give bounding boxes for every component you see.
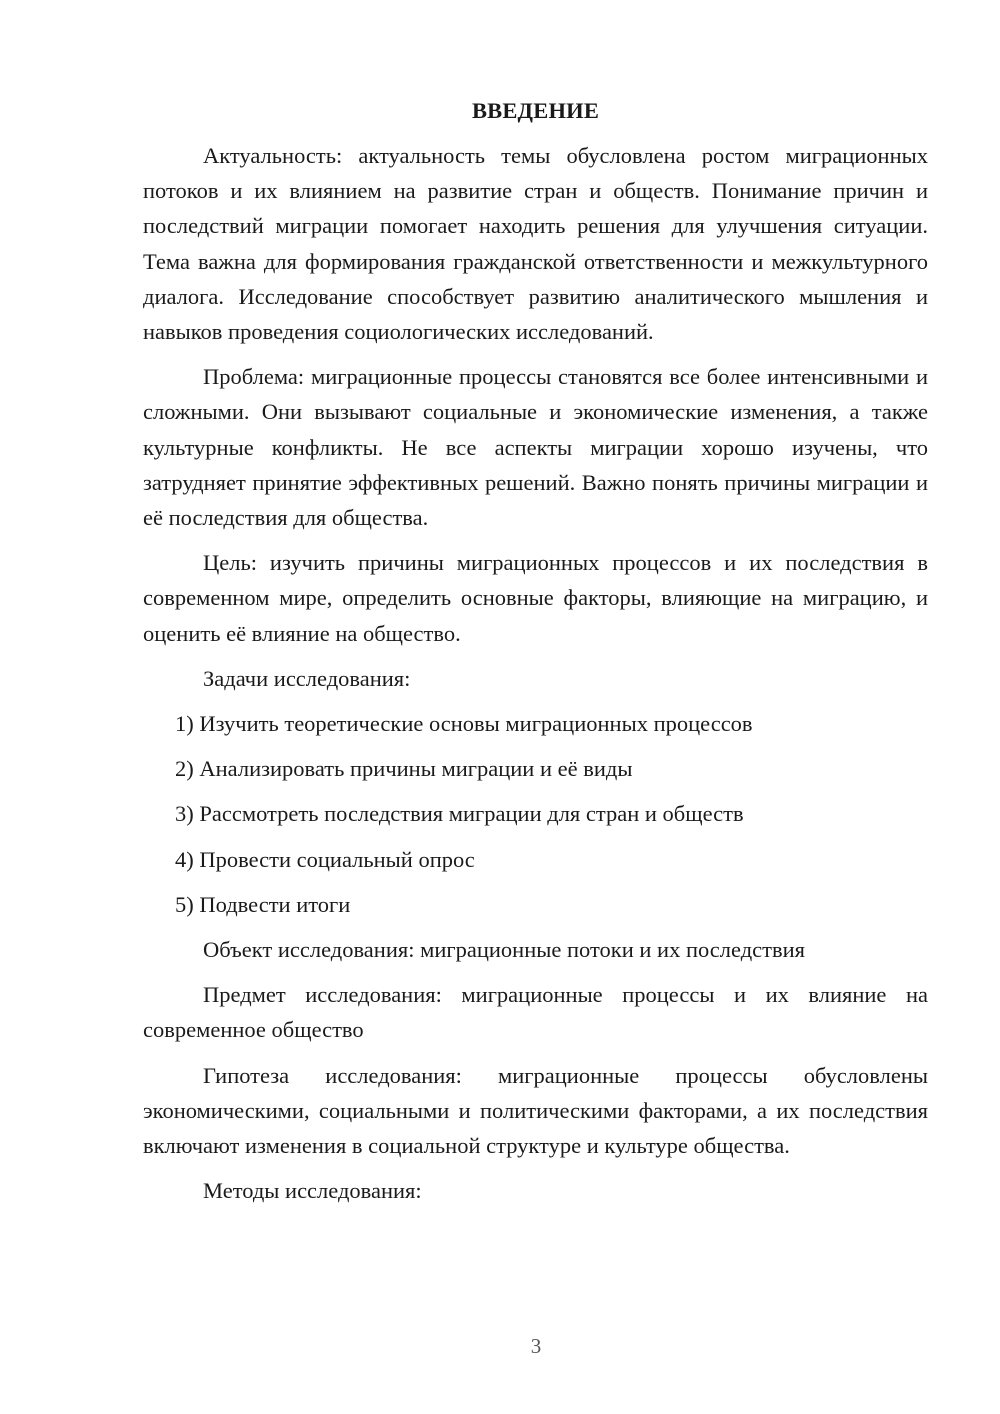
methods-title: Методы исследования:	[203, 1178, 422, 1204]
list-item: 2) Анализировать причины миграции и её виды	[175, 756, 633, 782]
object-paragraph: Объект исследования: миграционные потоки и их последствия	[203, 937, 805, 963]
page-number: 3	[530, 1334, 542, 1358]
list-item: 4) Провести социальный опрос	[175, 846, 475, 872]
tasks-list	[143, 706, 928, 922]
relevance-paragraph: Актуальность: актуальность темы обусловлена ростом миграционных потоков и их влиянием на развитие стран и обществ. Понимание причин и последствий миграции помогает находить решения для улучшения ситуации. Тема важна для формирования гражданской ответственности и межкультурного диалога. Исследование способствует развитию аналитического мышления и навыков проведения социологических исследований.	[143, 143, 928, 345]
hypothesis-paragraph: Гипотеза исследования: миграционные процессы обусловлены экономическими, социальными и политическими факторами, а их последствия включают изменения в социальной структуре и культуре общества.	[143, 1062, 928, 1159]
section-heading: ВВЕДЕНИЕ	[471, 98, 600, 123]
goal-paragraph: Цель: изучить причины миграционных процессов и их последствия в современном мире, определить основные факторы, влияющие на миграцию, и оценить её влияние на общество.	[143, 550, 928, 646]
tasks-title: Задачи исследования:	[203, 665, 411, 691]
document-page	[143, 93, 928, 1218]
subject-paragraph: Предмет исследования: миграционные процессы и их влияние на современное общество	[143, 982, 928, 1043]
problem-paragraph: Проблема: миграционные процессы становятся все более интенсивными и сложными. Они вызывают социальные и экономические изменения, а также культурные конфликты. Не все аспекты миграции хорошо изучены, что затрудняет принятие эффективных решений. Важно понять причины миграции и её последствия для общества.	[143, 364, 928, 531]
list-item: 5) Подвести итоги	[175, 891, 351, 917]
list-item: 1) Изучить теоретические основы миграционных процессов	[175, 711, 753, 737]
list-item: 3) Рассмотреть последствия миграции для стран и обществ	[175, 801, 744, 827]
